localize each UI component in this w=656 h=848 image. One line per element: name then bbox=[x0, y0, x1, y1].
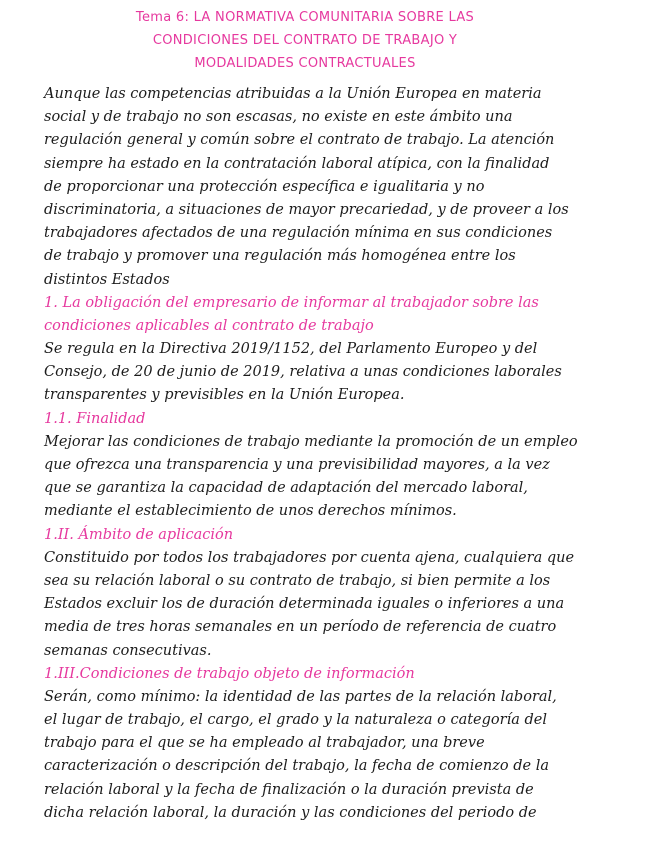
heading-line: condiciones aplicables al contrato de trabajo bbox=[44, 317, 374, 334]
text-line: media de tres horas semanales en un período de referencia de cuatro bbox=[44, 619, 557, 636]
text-line: discriminatoria, a situaciones de mayor precariedad, y de proveer a los bbox=[44, 201, 569, 218]
text-line: Estados excluir los de duración determinada iguales o inferiores a una bbox=[44, 596, 565, 613]
text-line: de proporcionar una protección específica e igualitaria y no bbox=[44, 178, 485, 195]
document-body bbox=[44, 83, 644, 825]
text-line: dicha relación laboral, la duración y las condiciones del periodo de bbox=[44, 804, 537, 821]
text-line: que se garantiza la capacidad de adaptación del mercado laboral, bbox=[44, 480, 528, 497]
section-1-heading bbox=[44, 292, 644, 338]
text-line: caracterización o descripción del trabajo, la fecha de comienzo de la bbox=[44, 758, 550, 775]
text-line: Aunque las competencias atribuidas a la Unión Europea en materia bbox=[44, 86, 542, 102]
text-line: Mejorar las condiciones de trabajo mediante la promoción de un empleo bbox=[44, 433, 578, 450]
intro-paragraph bbox=[44, 83, 644, 292]
text-line: distintos Estados bbox=[44, 271, 170, 288]
section-1-1-paragraph bbox=[44, 431, 644, 524]
text-line: social y de trabajo no son escasas, no existe en este ámbito una bbox=[44, 109, 513, 126]
text-line: semanas consecutivas. bbox=[44, 642, 212, 659]
text-line: que ofrezca una transparencia y una previsibilidad mayores, a la vez bbox=[44, 457, 550, 473]
section-1-paragraph bbox=[44, 338, 644, 408]
text-line: Constituido por todos los trabajadores por cuenta ajena, cualquiera que bbox=[44, 549, 575, 566]
text-line: mediante el establecimiento de unos derechos mínimos. bbox=[44, 503, 457, 520]
section-1-2-paragraph bbox=[44, 547, 644, 663]
section-1-3-heading: 1.III.Condiciones de trabajo objeto de información bbox=[44, 665, 415, 682]
text-line: sea su relación laboral o su contrato de trabajo, si bien permite a los bbox=[44, 572, 551, 589]
text-line: Consejo, de 20 de junio de 2019, relativa a unas condiciones laborales bbox=[44, 364, 562, 381]
text-line: Se regula en la Directiva 2019/1152, del Parlamento Europeo y del bbox=[44, 341, 538, 358]
text-line: trabajadores afectados de una regulación mínima en sus condiciones bbox=[44, 225, 553, 242]
text-line: transparentes y previsibles en la Unión Europea. bbox=[44, 387, 405, 404]
section-1-3-paragraph bbox=[44, 686, 644, 825]
text-line: de trabajo y promover una regulación más homogénea entre los bbox=[44, 248, 516, 265]
heading-line: 1. La obligación del empresario de informar al trabajador sobre las bbox=[44, 294, 539, 311]
text-line: el lugar de trabajo, el cargo, el grado y la naturaleza o categoría del bbox=[44, 712, 547, 729]
section-1-1-heading: 1.1. Finalidad bbox=[44, 410, 146, 427]
section-1-2-heading: 1.II. Ámbito de aplicación bbox=[44, 526, 234, 543]
document-title bbox=[20, 6, 590, 75]
text-line: siempre ha estado en la contratación laboral atípica, con la finalidad bbox=[44, 155, 550, 172]
text-line: regulación general y común sobre el contrato de trabajo. La atención bbox=[44, 132, 555, 149]
title-line: CONDICIONES DEL CONTRATO DE TRABAJO Y bbox=[152, 33, 458, 48]
text-line: trabajo para el que se ha empleado al trabajador, una breve bbox=[44, 735, 485, 752]
title-line: Tema 6: LA NORMATIVA COMUNITARIA SOBRE LAS bbox=[135, 10, 475, 25]
title-line: MODALIDADES CONTRACTUALES bbox=[194, 56, 416, 71]
text-line: relación laboral y la fecha de finalización o la duración prevista de bbox=[44, 781, 534, 798]
text-line: Serán, como mínimo: la identidad de las partes de la relación laboral, bbox=[44, 688, 557, 705]
